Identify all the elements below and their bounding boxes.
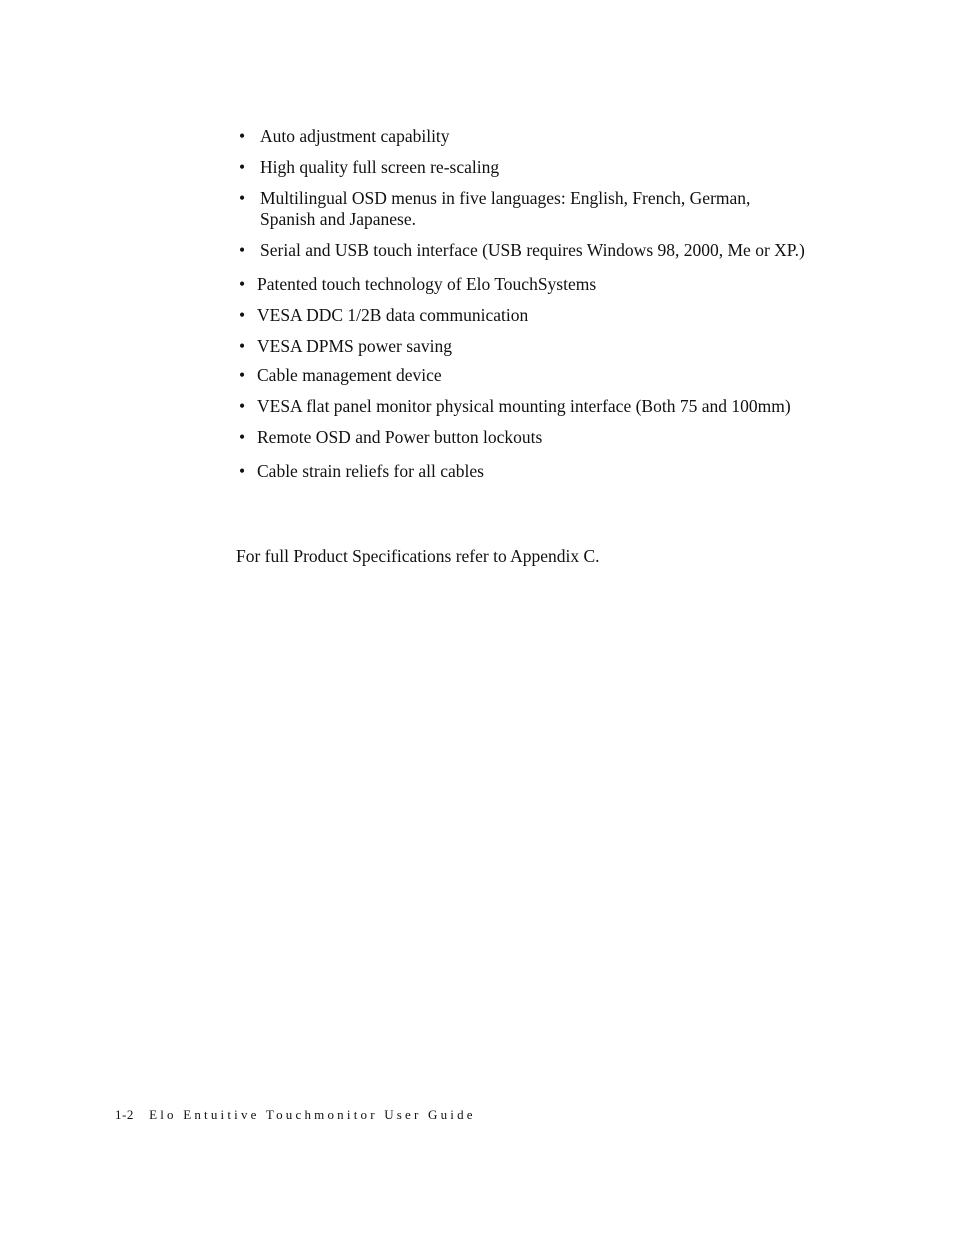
feature-list-part-1 xyxy=(236,126,856,261)
bullet-icon: • xyxy=(239,157,246,177)
bullet-icon: • xyxy=(239,126,246,146)
list-item-text: High quality full screen re-scaling xyxy=(260,157,500,177)
list-item-text: VESA DDC 1/2B data communication xyxy=(257,305,529,325)
list-item xyxy=(236,461,856,482)
page-footer xyxy=(115,1106,476,1124)
list-item-text: Patented touch technology of Elo TouchSystems xyxy=(257,274,597,294)
list-item xyxy=(236,274,856,295)
list-item-text: Remote OSD and Power button lockouts xyxy=(257,427,543,447)
list-item-text: VESA flat panel monitor physical mounting interface (Both 75 and 100mm) xyxy=(257,396,791,416)
feature-list-part-2 xyxy=(236,274,856,482)
bullet-icon: • xyxy=(239,274,246,294)
specifications-note: For full Product Specifications refer to Appendix C. xyxy=(236,546,600,566)
list-item xyxy=(236,336,856,357)
list-item-text: Serial and USB touch interface (USB requires Windows 98, 2000, Me or XP.) xyxy=(260,240,805,260)
bullet-icon: • xyxy=(239,427,246,447)
list-item xyxy=(236,157,856,178)
bullet-icon: • xyxy=(239,365,246,385)
list-item xyxy=(236,188,796,230)
list-item-text: Multilingual OSD menus in five languages: English, French, German, Spanish and Japanese. xyxy=(260,188,751,229)
bullet-icon: • xyxy=(239,396,246,416)
bullet-icon: • xyxy=(239,336,246,356)
bullet-icon: • xyxy=(239,188,246,208)
list-item-text: Cable management device xyxy=(257,365,442,385)
list-item xyxy=(236,126,856,147)
list-item xyxy=(236,305,856,326)
page-number: 1-2 xyxy=(115,1107,134,1122)
list-item-text: Cable strain reliefs for all cables xyxy=(257,461,484,481)
feature-list xyxy=(236,126,856,492)
guide-title: Elo Entuitive Touchmonitor User Guide xyxy=(149,1107,476,1122)
list-item xyxy=(236,396,856,417)
list-item xyxy=(236,365,856,386)
list-item-text: Auto adjustment capability xyxy=(260,126,450,146)
bullet-icon: • xyxy=(239,461,246,481)
bullet-icon: • xyxy=(239,305,246,325)
bullet-icon: • xyxy=(239,240,246,260)
list-item-text: VESA DPMS power saving xyxy=(257,336,452,356)
list-item xyxy=(236,427,856,448)
list-item xyxy=(236,240,826,261)
